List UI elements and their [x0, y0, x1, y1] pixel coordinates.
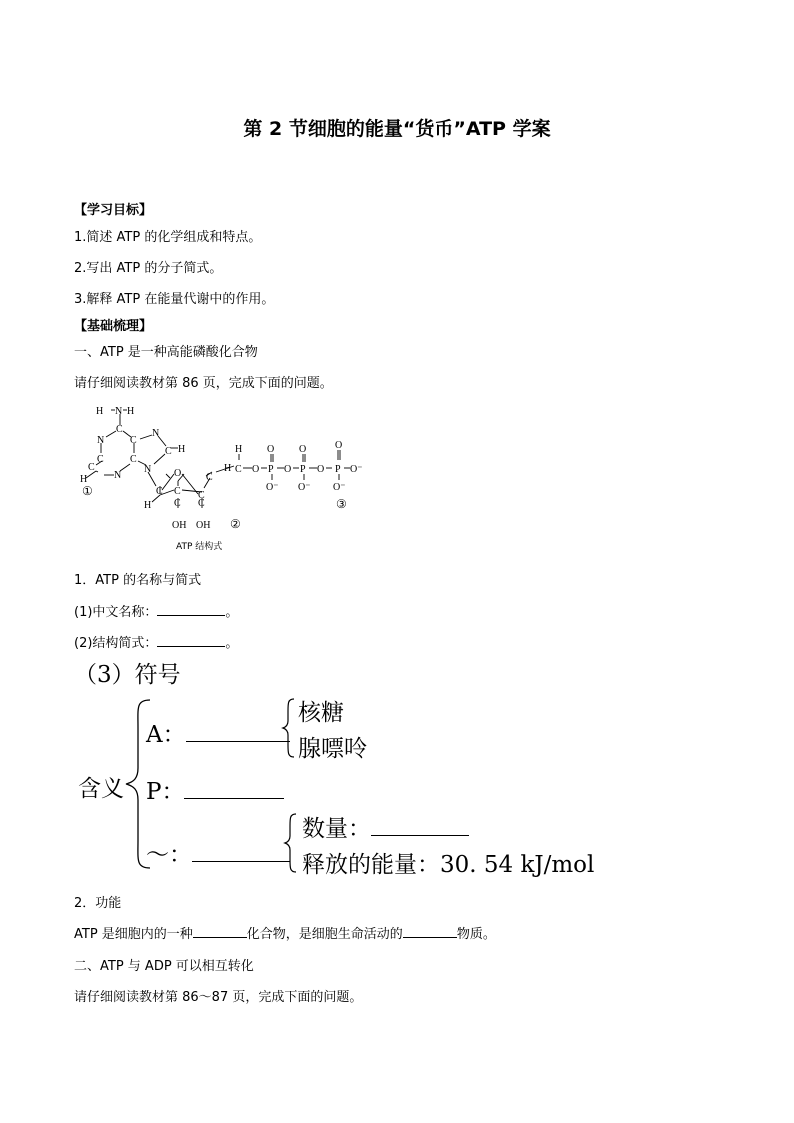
svg-text:O⁻: O⁻ — [266, 482, 279, 493]
svg-text:C: C — [165, 446, 172, 457]
svg-text:OH: OH — [196, 520, 211, 531]
svg-text:C: C — [198, 490, 205, 501]
svg-text:N: N — [152, 428, 160, 439]
svg-text:H: H — [235, 444, 243, 455]
svg-text:O⁻: O⁻ — [298, 482, 311, 493]
svg-text:C: C — [88, 462, 95, 473]
a-sub-adenine: 腺嘌呤 — [298, 736, 367, 762]
tilde-sub-count: 数量： — [302, 810, 469, 843]
page-title: 第 2 节细胞的能量“货币”ATP 学案 — [243, 118, 551, 140]
part1-heading: 一、ATP 是一种高能磷酸化合物 — [74, 345, 258, 360]
answer-blank-compound[interactable] — [193, 925, 247, 938]
svg-text:C: C — [235, 464, 242, 475]
marker-3: ③ — [336, 497, 347, 511]
brace-tilde — [282, 812, 300, 874]
instruction-1: 请仔细阅读教材第 86 页，完成下面的问题。 — [74, 376, 333, 391]
answer-blank-substance[interactable] — [403, 925, 457, 938]
svg-text:H: H — [127, 406, 135, 417]
answer-blank-p[interactable] — [184, 778, 284, 799]
part2-heading: 二、ATP 与 ADP 可以相互转化 — [74, 959, 254, 974]
figure-caption: ATP 结构式 — [176, 542, 223, 552]
marker-2: ② — [230, 517, 241, 531]
svg-text:H: H — [178, 444, 186, 455]
svg-text:N: N — [97, 435, 105, 446]
objective-2: 2.写出 ATP 的分子简式。 — [74, 261, 223, 276]
question-1b: (2)结构简式： 。 — [74, 636, 239, 651]
svg-text:O: O — [284, 464, 292, 475]
svg-text:O: O — [335, 440, 343, 451]
a-sub-ribose: 核糖 — [298, 700, 344, 726]
answer-blank-tilde[interactable] — [192, 841, 290, 862]
svg-text:H: H — [144, 500, 152, 511]
brace-a — [280, 697, 298, 759]
question-2: 2．功能 — [74, 896, 122, 911]
svg-text:H: H — [96, 406, 104, 417]
svg-text:N: N — [144, 464, 152, 475]
svg-text:N: N — [115, 406, 123, 417]
symbol-p: P： — [146, 773, 284, 806]
answer-blank-count[interactable] — [371, 815, 469, 836]
svg-text:N: N — [114, 470, 122, 481]
svg-text:O⁻: O⁻ — [350, 464, 363, 475]
symbol-a: A： — [146, 716, 290, 749]
svg-text:O: O — [252, 464, 260, 475]
question-1: 1．ATP 的名称与简式 — [74, 573, 202, 588]
answer-blank-chinese-name[interactable] — [157, 603, 225, 616]
svg-text:C: C — [206, 472, 213, 483]
atp-structure-figure — [74, 398, 374, 554]
objective-1: 1.简述 ATP 的化学组成和特点。 — [74, 230, 262, 245]
svg-text:C: C — [130, 454, 137, 465]
svg-text:C: C — [116, 424, 123, 435]
svg-text:O: O — [174, 468, 182, 479]
marker-1: ① — [82, 484, 93, 498]
question-2-text: ATP 是细胞内的一种 化合物，是细胞生命活动的 物质。 — [74, 927, 496, 942]
answer-blank-a[interactable] — [186, 721, 290, 742]
question-1c: （3）符号 — [74, 662, 181, 688]
answer-blank-structure[interactable] — [157, 634, 225, 647]
svg-text:P: P — [335, 464, 341, 475]
svg-text:C: C — [97, 454, 104, 465]
svg-text:P: P — [300, 464, 306, 475]
svg-text:O: O — [267, 444, 275, 455]
svg-text:H: H — [80, 474, 88, 485]
svg-text:C: C — [174, 486, 181, 497]
svg-text:O: O — [299, 444, 307, 455]
svg-text:C: C — [198, 498, 205, 509]
svg-text:OH: OH — [172, 520, 187, 531]
svg-text:C: C — [156, 486, 163, 497]
svg-text:H: H — [224, 463, 232, 474]
svg-text:O: O — [317, 464, 325, 475]
objective-3: 3.解释 ATP 在能量代谢中的作用。 — [74, 292, 275, 307]
svg-text:O⁻: O⁻ — [333, 482, 346, 493]
svg-text:C: C — [174, 498, 181, 509]
objectives-heading: 【学习目标】 — [74, 203, 153, 218]
instruction-2: 请仔细阅读教材第 86～87 页，完成下面的问题。 — [74, 990, 363, 1005]
meaning-label: 含义 — [78, 776, 124, 802]
symbol-tilde: ～： — [146, 836, 290, 869]
svg-text:P: P — [268, 464, 274, 475]
basics-heading: 【基础梳理】 — [74, 319, 153, 334]
svg-text:C: C — [130, 435, 137, 446]
question-1a: (1)中文名称： 。 — [74, 605, 239, 620]
tilde-sub-energy: 释放的能量：30. 54 kJ/mol — [302, 852, 595, 878]
